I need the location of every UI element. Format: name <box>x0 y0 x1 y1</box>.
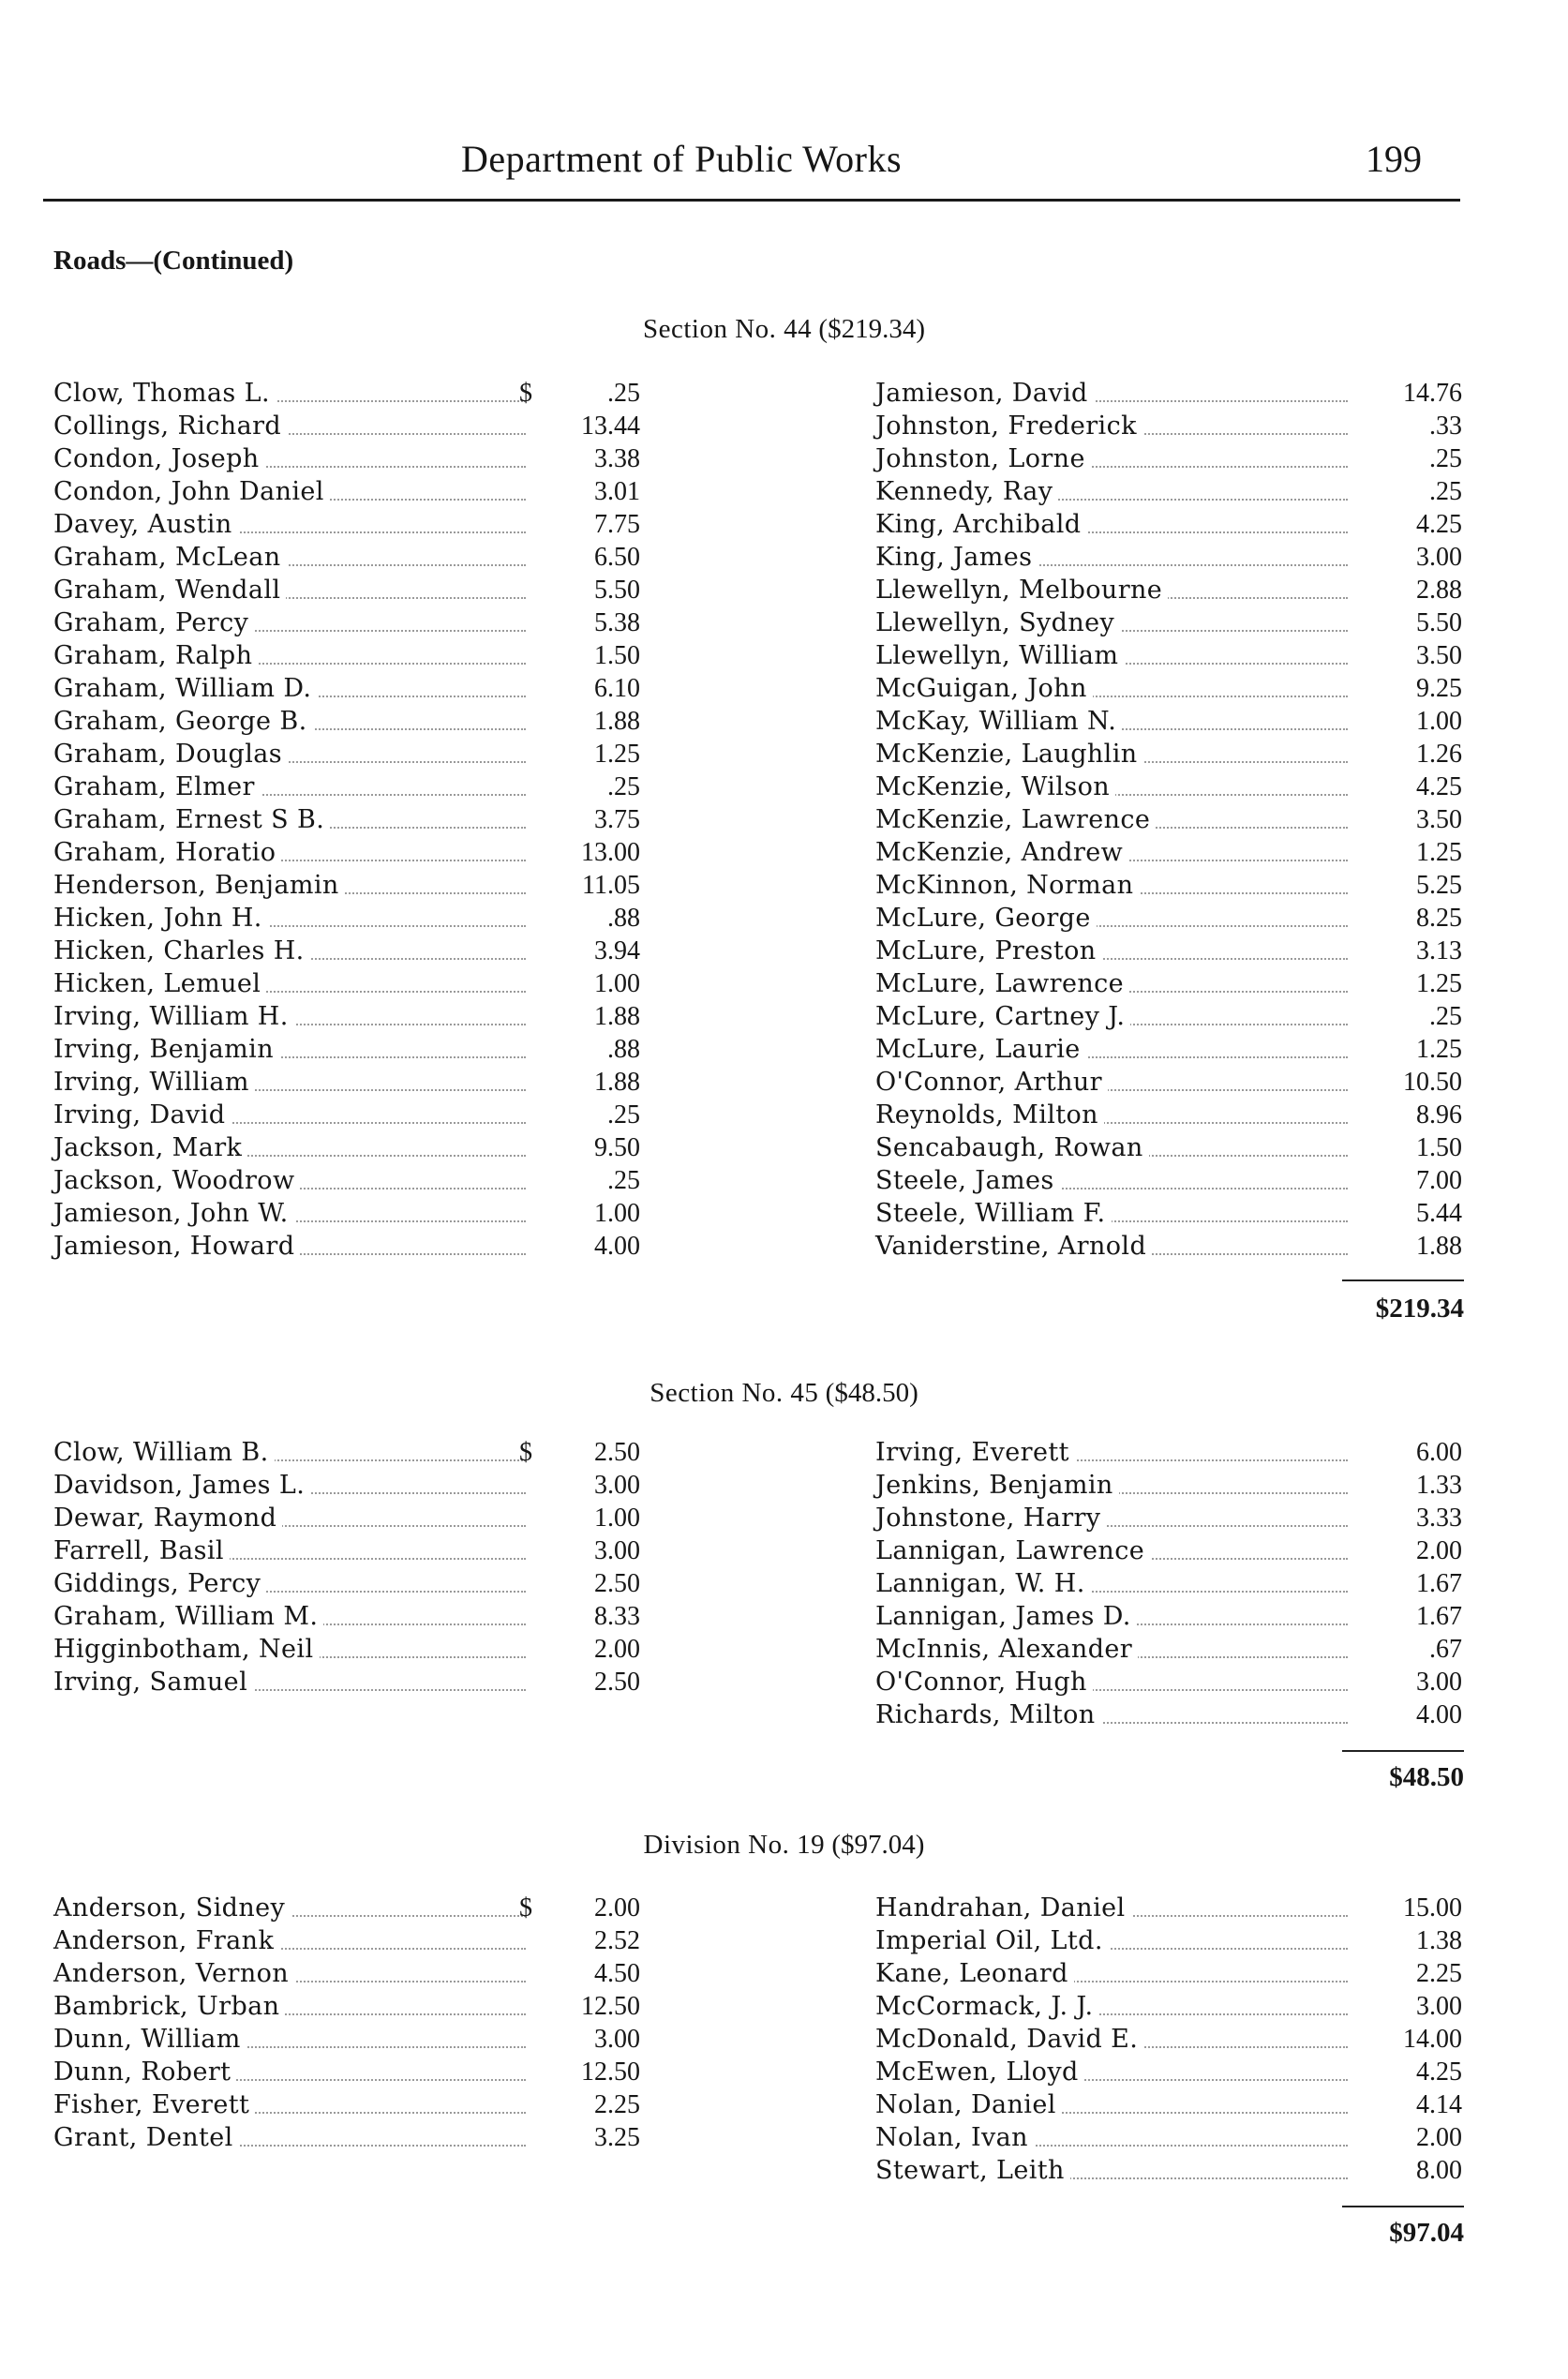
payment-amount: 3.01 <box>594 477 640 506</box>
currency-symbol: $ <box>519 379 532 408</box>
ledger-row <box>53 475 640 508</box>
payee-name: Hicken, John H. <box>53 902 268 935</box>
payment-amount: 2.88 <box>1416 576 1462 605</box>
ledger-row <box>53 1924 640 1957</box>
ledger-row <box>875 1197 1462 1230</box>
payment-amount: 2.00 <box>594 1893 640 1923</box>
payment-amount: 2.50 <box>594 1569 640 1598</box>
ledger-row <box>53 1600 640 1633</box>
ledger-row <box>875 935 1462 967</box>
ledger-row <box>53 2056 640 2088</box>
payment-amount: 1.88 <box>594 1068 640 1097</box>
ledger-row <box>875 475 1462 508</box>
ledger-row <box>53 574 640 606</box>
ledger-row <box>875 902 1462 935</box>
ledger-row <box>53 410 640 442</box>
payment-amount: 7.75 <box>594 510 640 539</box>
ledger-row <box>875 606 1462 639</box>
payee-name: Jamieson, David <box>875 377 1094 410</box>
payment-amount: 1.25 <box>1416 969 1462 998</box>
ledger-row <box>875 1698 1462 1731</box>
payment-amount: 3.00 <box>1416 1668 1462 1697</box>
ledger-row <box>53 1567 640 1600</box>
payee-name: Fisher, Everett <box>53 2088 255 2121</box>
payment-amount: 1.38 <box>1416 1926 1462 1955</box>
payee-name: Grant, Dentel <box>53 2121 239 2154</box>
ledger-row <box>875 1230 1462 1263</box>
payment-amount: 12.50 <box>581 2057 640 2087</box>
payment-amount: 2.25 <box>1416 1959 1462 1988</box>
ledger-row <box>875 771 1462 803</box>
ledger-row <box>875 1957 1462 1990</box>
ledger-row <box>53 639 640 672</box>
payee-name: Llewellyn, William <box>875 639 1124 672</box>
payee-name: Stewart, Leith <box>875 2154 1070 2187</box>
ledger-row <box>875 803 1462 836</box>
payment-amount: .25 <box>607 1166 640 1195</box>
payee-name: Graham, William D. <box>53 672 317 705</box>
payee-name: Lannigan, W. H. <box>875 1567 1091 1600</box>
payment-amount: 3.94 <box>594 936 640 965</box>
payee-name: Graham, Ernest S B. <box>53 803 330 836</box>
payee-name: Higginbotham, Neil <box>53 1633 320 1666</box>
payment-amount: 3.00 <box>594 1471 640 1500</box>
payee-name: Condon, Joseph <box>53 442 265 475</box>
left-column <box>53 1436 640 1698</box>
ledger-row <box>53 672 640 705</box>
payee-name: Graham, Ralph <box>53 639 258 672</box>
payee-name: Irving, Benjamin <box>53 1033 279 1066</box>
payee-name: McKinnon, Norman <box>875 869 1139 902</box>
payment-amount: 7.00 <box>1416 1166 1462 1195</box>
payment-amount: 3.50 <box>1416 641 1462 670</box>
payment-amount: 3.00 <box>594 2025 640 2054</box>
payment-amount: 2.00 <box>594 1635 640 1664</box>
payee-name: Dewar, Raymond <box>53 1502 282 1534</box>
ledger-row <box>53 442 640 475</box>
ledger-row <box>875 1469 1462 1502</box>
payee-name: Graham, Douglas <box>53 738 288 771</box>
payment-amount: 4.25 <box>1416 772 1462 801</box>
payment-amount: 3.38 <box>594 444 640 473</box>
payee-name: Graham, Wendall <box>53 574 286 606</box>
payment-amount: 8.00 <box>1416 2156 1462 2185</box>
payment-amount: 11.05 <box>582 871 640 900</box>
payee-name: Jamieson, Howard <box>53 1230 300 1263</box>
ledger-row <box>53 1066 640 1099</box>
payment-amount: 1.67 <box>1416 1569 1462 1598</box>
ledger-row <box>53 606 640 639</box>
section-amount: ($97.04) <box>831 1830 925 1860</box>
payee-name: Sencabaugh, Rowan <box>875 1131 1149 1164</box>
payee-name: Graham, Percy <box>53 606 254 639</box>
ledger-row <box>875 1502 1462 1534</box>
payment-amount: .25 <box>1429 444 1462 473</box>
payee-name: King, James <box>875 541 1038 574</box>
payee-name: McLure, Preston <box>875 935 1102 967</box>
payee-name: Irving, William H. <box>53 1000 294 1033</box>
payment-amount: 14.76 <box>1403 379 1462 408</box>
ledger-row <box>875 2088 1462 2121</box>
payment-amount: 3.00 <box>1416 543 1462 572</box>
sum-rule <box>1342 2206 1464 2207</box>
ledger-row <box>875 639 1462 672</box>
payee-name: Vaniderstine, Arnold <box>875 1230 1152 1263</box>
ledger-row <box>53 508 640 541</box>
ledger-row <box>875 1924 1462 1957</box>
ledger-row <box>875 1000 1462 1033</box>
ledger-row <box>875 1666 1462 1698</box>
page-title: Department of Public Works <box>461 138 903 180</box>
payee-name: McGuigan, John <box>875 672 1093 705</box>
payee-name: McEwen, Lloyd <box>875 2056 1084 2088</box>
payee-name: Davey, Austin <box>53 508 238 541</box>
ledger-row <box>53 1033 640 1066</box>
payee-name: McKenzie, Lawrence <box>875 803 1156 836</box>
payment-amount: 1.50 <box>1416 1133 1462 1162</box>
ledger-row <box>875 1033 1462 1066</box>
ledger-row <box>875 508 1462 541</box>
ledger-row <box>53 935 640 967</box>
payee-name: Graham, William M. <box>53 1600 323 1633</box>
payee-name: McKenzie, Laughlin <box>875 738 1143 771</box>
payment-amount: 1.50 <box>594 641 640 670</box>
ledger-row <box>53 1892 640 1924</box>
ledger-row <box>875 1099 1462 1131</box>
payment-amount: 1.25 <box>1416 838 1462 867</box>
section-amount: ($48.50) <box>825 1378 918 1408</box>
payee-name: Steele, James <box>875 1164 1060 1197</box>
ledger-row <box>53 1436 640 1469</box>
payment-amount: .25 <box>607 772 640 801</box>
payment-amount: 8.96 <box>1416 1100 1462 1130</box>
ledger-row <box>875 1633 1462 1666</box>
ledger-row <box>53 1502 640 1534</box>
section-amount: ($219.34) <box>818 314 925 344</box>
payee-name: Henderson, Benjamin <box>53 869 345 902</box>
ledger-row <box>53 1469 640 1502</box>
payment-amount: 5.44 <box>1416 1199 1462 1228</box>
payee-name: King, Archibald <box>875 508 1087 541</box>
payment-amount: 4.50 <box>594 1959 640 1988</box>
payee-name: Anderson, Frank <box>53 1924 279 1957</box>
payment-amount: 10.50 <box>1403 1068 1462 1097</box>
ledger-row <box>875 1164 1462 1197</box>
payment-amount: 3.33 <box>1416 1504 1462 1533</box>
header-rule <box>43 199 1460 202</box>
payee-name: McKay, William N. <box>875 705 1122 738</box>
ledger-row <box>53 1099 640 1131</box>
payee-name: McKenzie, Andrew <box>875 836 1128 869</box>
payee-name: McLure, Cartney J. <box>875 1000 1130 1033</box>
payee-name: McDonald, David E. <box>875 2023 1143 2056</box>
ledger-row <box>53 2023 640 2056</box>
payee-name: Hicken, Lemuel <box>53 967 266 1000</box>
left-column <box>53 1892 640 2154</box>
ledger-row <box>53 377 640 410</box>
payment-amount: 4.14 <box>1416 2090 1462 2119</box>
payment-amount: 1.00 <box>594 1199 640 1228</box>
ledger-row <box>53 705 640 738</box>
ledger-row <box>875 1436 1462 1469</box>
payment-amount: 13.00 <box>581 838 640 867</box>
payment-amount: 1.26 <box>1416 740 1462 769</box>
payment-amount: 3.00 <box>1416 1992 1462 2021</box>
payee-name: Anderson, Sidney <box>53 1892 291 1924</box>
payee-name: Jackson, Woodrow <box>53 1164 300 1197</box>
ledger-row <box>875 2121 1462 2154</box>
ledger-row <box>875 574 1462 606</box>
payee-name: Lannigan, Lawrence <box>875 1534 1150 1567</box>
payee-name: Handrahan, Daniel <box>875 1892 1131 1924</box>
payee-name: Jenkins, Benjamin <box>875 1469 1119 1502</box>
ledger-row <box>53 836 640 869</box>
ledger-row <box>875 410 1462 442</box>
ledger-row <box>875 1567 1462 1600</box>
section-label: Section No. 45 <box>650 1378 819 1408</box>
payee-name: Reynolds, Milton <box>875 1099 1104 1131</box>
payment-amount: .88 <box>607 1035 640 1064</box>
payment-amount: 2.00 <box>1416 2123 1462 2152</box>
payment-amount: .33 <box>1429 411 1462 441</box>
payment-amount: 14.00 <box>1403 2025 1462 2054</box>
payee-name: Llewellyn, Melbourne <box>875 574 1168 606</box>
ledger-row <box>53 738 640 771</box>
payment-amount: 4.00 <box>1416 1700 1462 1729</box>
payee-name: McKenzie, Wilson <box>875 771 1115 803</box>
payment-amount: 2.50 <box>594 1668 640 1697</box>
payment-amount: 5.25 <box>1416 871 1462 900</box>
ledger-row <box>875 705 1462 738</box>
ledger-row <box>875 1600 1462 1633</box>
payee-name: Condon, John Daniel <box>53 475 330 508</box>
payee-name: Graham, McLean <box>53 541 287 574</box>
payee-name: Jackson, Mark <box>53 1131 247 1164</box>
running-header <box>0 137 1568 184</box>
section-label: Section No. 44 <box>642 314 813 344</box>
ledger-row <box>875 1534 1462 1567</box>
ledger-row <box>53 1230 640 1263</box>
ledger-row <box>53 2121 640 2154</box>
ledger-row <box>53 1633 640 1666</box>
ledger-row <box>53 1164 640 1197</box>
ledger-row <box>53 1000 640 1033</box>
payment-amount: 1.88 <box>1416 1232 1462 1261</box>
payee-name: McLure, George <box>875 902 1097 935</box>
ledger-row <box>53 1990 640 2023</box>
ledger-row <box>53 2088 640 2121</box>
payment-amount: 1.00 <box>594 969 640 998</box>
payee-name: Hicken, Charles H. <box>53 935 310 967</box>
payee-name: Irving, William <box>53 1066 255 1099</box>
payee-name: Johnstone, Harry <box>875 1502 1106 1534</box>
ledger-row <box>875 541 1462 574</box>
payee-name: Johnston, Frederick <box>875 410 1142 442</box>
sum-rule <box>1342 1279 1464 1281</box>
payee-name: Irving, David <box>53 1099 231 1131</box>
payee-name: Nolan, Ivan <box>875 2121 1034 2154</box>
payee-name: Graham, Elmer <box>53 771 261 803</box>
left-column <box>53 377 640 1263</box>
subheading: Roads—(Continued) <box>53 246 294 276</box>
payment-amount: 9.25 <box>1416 674 1462 703</box>
payee-name: Nolan, Daniel <box>875 2088 1062 2121</box>
payment-amount: .25 <box>1429 1002 1462 1031</box>
payment-amount: 2.00 <box>1416 1536 1462 1565</box>
payee-name: Dunn, William <box>53 2023 246 2056</box>
payee-name: Clow, William B. <box>53 1436 275 1469</box>
section-total: $97.04 <box>1389 2218 1464 2248</box>
right-column <box>875 1436 1462 1731</box>
ledger-row <box>53 869 640 902</box>
ledger-row <box>53 1666 640 1698</box>
ledger-row <box>53 1534 640 1567</box>
section-label: Division No. 19 <box>643 1830 826 1860</box>
payment-amount: .67 <box>1429 1635 1462 1664</box>
payee-name: Farrell, Basil <box>53 1534 230 1567</box>
payment-amount: 13.44 <box>581 411 640 441</box>
ledger-row <box>875 836 1462 869</box>
payment-amount: 1.88 <box>594 707 640 736</box>
payment-amount: 2.50 <box>594 1438 640 1467</box>
right-column <box>875 377 1462 1263</box>
payee-name: Dunn, Robert <box>53 2056 236 2088</box>
payment-amount: 9.50 <box>594 1133 640 1162</box>
payee-name: Kane, Leonard <box>875 1957 1074 1990</box>
payment-amount: 5.50 <box>594 576 640 605</box>
ledger-row <box>875 2154 1462 2187</box>
payment-amount: 12.50 <box>581 1992 640 2021</box>
payment-amount: 1.33 <box>1416 1471 1462 1500</box>
payment-amount: .25 <box>607 1100 640 1130</box>
ledger-row <box>53 967 640 1000</box>
payee-name: Johnston, Lorne <box>875 442 1091 475</box>
ledger-row <box>875 1066 1462 1099</box>
ledger-row <box>53 1131 640 1164</box>
payment-amount: 1.00 <box>594 1504 640 1533</box>
ledger-row <box>875 377 1462 410</box>
ledger-row <box>875 1892 1462 1924</box>
payee-name: Bambrick, Urban <box>53 1990 285 2023</box>
payment-amount: 6.50 <box>594 543 640 572</box>
ledger-row <box>53 902 640 935</box>
payee-name: Llewellyn, Sydney <box>875 606 1120 639</box>
sum-rule <box>1342 1750 1464 1752</box>
payee-name: Imperial Oil, Ltd. <box>875 1924 1109 1957</box>
section-title <box>0 1830 1568 1861</box>
ledger-row <box>875 967 1462 1000</box>
payment-amount: .25 <box>607 379 640 408</box>
payee-name: McCormack, J. J. <box>875 1990 1099 2023</box>
payee-name: Anderson, Vernon <box>53 1957 294 1990</box>
payment-amount: 4.25 <box>1416 2057 1462 2087</box>
payee-name: O'Connor, Hugh <box>875 1666 1093 1698</box>
payment-amount: 3.25 <box>594 2123 640 2152</box>
payment-amount: 15.00 <box>1403 1893 1462 1923</box>
ledger-row <box>53 1197 640 1230</box>
section-title <box>0 314 1568 345</box>
ledger-row <box>875 672 1462 705</box>
payee-name: Graham, Horatio <box>53 836 281 869</box>
section-total: $48.50 <box>1389 1762 1464 1792</box>
ledger-row <box>875 738 1462 771</box>
payee-name: Giddings, Percy <box>53 1567 266 1600</box>
payment-amount: 3.13 <box>1416 936 1462 965</box>
section-title <box>0 1378 1568 1409</box>
ledger-row <box>875 1990 1462 2023</box>
payment-amount: 1.88 <box>594 1002 640 1031</box>
payment-amount: 6.00 <box>1416 1438 1462 1467</box>
payee-name: Clow, Thomas L. <box>53 377 276 410</box>
currency-symbol: $ <box>519 1893 532 1923</box>
payment-amount: 3.75 <box>594 805 640 834</box>
ledger-row <box>53 771 640 803</box>
payee-name: Richards, Milton <box>875 1698 1101 1731</box>
payment-amount: 2.25 <box>594 2090 640 2119</box>
ledger-row <box>53 541 640 574</box>
payee-name: O'Connor, Arthur <box>875 1066 1108 1099</box>
payment-amount: 4.25 <box>1416 510 1462 539</box>
payee-name: Graham, George B. <box>53 705 313 738</box>
payment-amount: 3.50 <box>1416 805 1462 834</box>
payment-amount: 1.67 <box>1416 1602 1462 1631</box>
payment-amount: 3.00 <box>594 1536 640 1565</box>
payee-name: Irving, Everett <box>875 1436 1075 1469</box>
payment-amount: .25 <box>1429 477 1462 506</box>
payment-amount: 2.52 <box>594 1926 640 1955</box>
payment-amount: 1.25 <box>1416 1035 1462 1064</box>
payment-amount: 8.25 <box>1416 904 1462 933</box>
payment-amount: 4.00 <box>594 1232 640 1261</box>
payment-amount: 1.25 <box>594 740 640 769</box>
payee-name: Irving, Samuel <box>53 1666 253 1698</box>
payee-name: Steele, William F. <box>875 1197 1112 1230</box>
payee-name: Davidson, James L. <box>53 1469 310 1502</box>
payment-amount: 6.10 <box>594 674 640 703</box>
payee-name: Lannigan, James D. <box>875 1600 1137 1633</box>
ledger-row <box>53 1957 640 1990</box>
payment-amount: 5.50 <box>1416 608 1462 637</box>
page-number: 199 <box>1366 138 1422 180</box>
ledger-row <box>875 869 1462 902</box>
payee-name: Jamieson, John W. <box>53 1197 294 1230</box>
currency-symbol: $ <box>519 1438 532 1467</box>
payment-amount: 8.33 <box>594 1602 640 1631</box>
payee-name: Kennedy, Ray <box>875 475 1058 508</box>
ledger-row <box>53 803 640 836</box>
ledger-row <box>875 1131 1462 1164</box>
payment-amount: 5.38 <box>594 608 640 637</box>
payment-amount: 1.00 <box>1416 707 1462 736</box>
payee-name: Collings, Richard <box>53 410 287 442</box>
ledger-row <box>875 442 1462 475</box>
payment-amount: .88 <box>607 904 640 933</box>
payee-name: McInnis, Alexander <box>875 1633 1138 1666</box>
ledger-row <box>875 2056 1462 2088</box>
ledger-row <box>875 2023 1462 2056</box>
payee-name: McLure, Lawrence <box>875 967 1129 1000</box>
section-total: $219.34 <box>1375 1294 1464 1324</box>
payee-name: McLure, Laurie <box>875 1033 1086 1066</box>
right-column <box>875 1892 1462 2187</box>
